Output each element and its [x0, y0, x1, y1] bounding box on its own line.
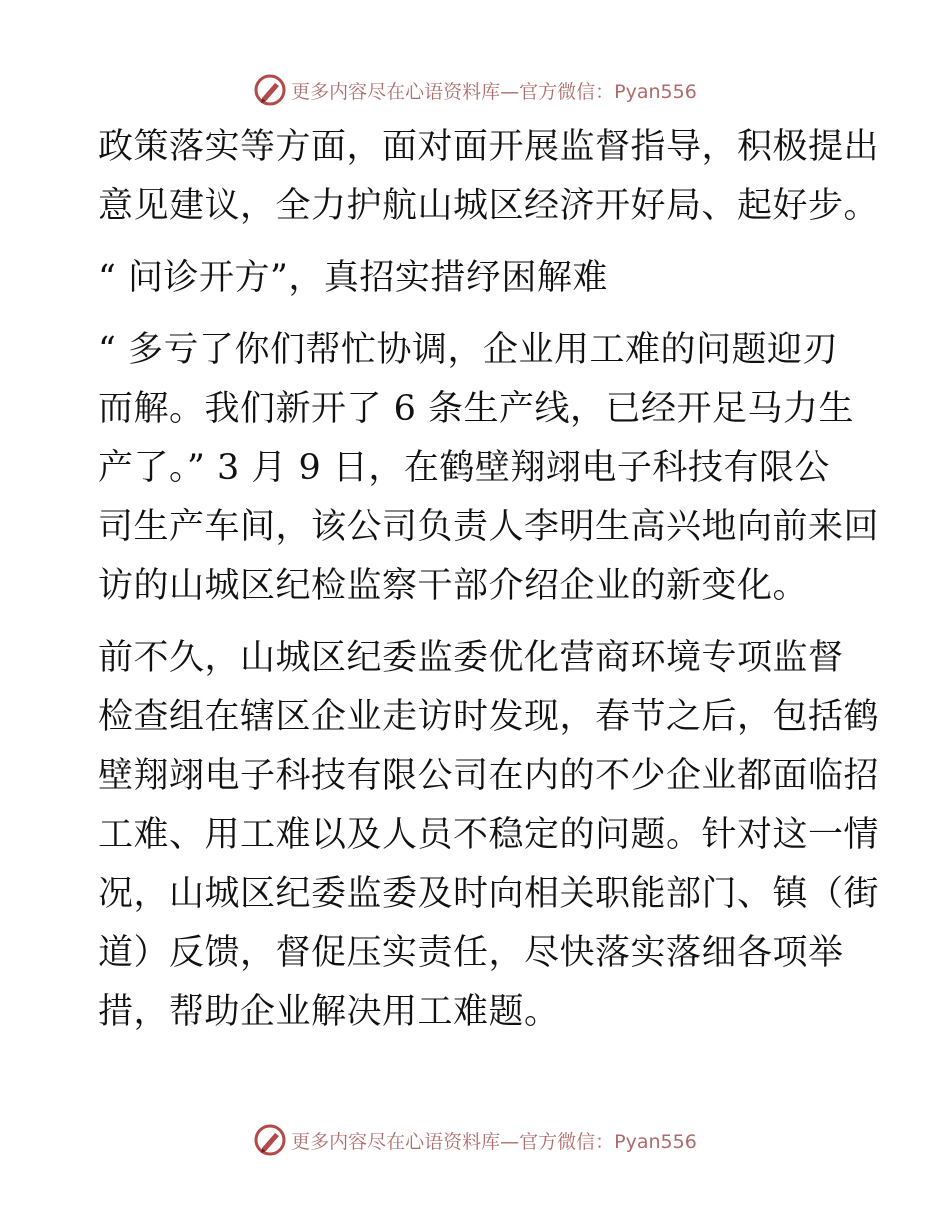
text-line: 访的山城区纪检监察干部介绍企业的新变化。: [98, 566, 809, 606]
text-line: 政策落实等方面，面对面开展监督指导，积极提出: [98, 127, 880, 167]
paragraph-2: [98, 321, 880, 616]
document-body: [98, 118, 880, 1042]
text-line: 况，山城区纪委监委及时向相关职能部门、镇（街: [98, 874, 880, 914]
header-banner: [0, 70, 950, 110]
text-line: 产了。” 3 月 9 日，在鹤壁翔翊电子科技有限公: [98, 448, 830, 488]
text-line: 司生产车间，该公司负责人李明生高兴地向前来回: [98, 507, 880, 547]
text-line: 意见建议，全力护航山城区经济开好局、起好步。: [98, 186, 880, 226]
text-line: 前不久，山城区纪委监委优化营商环境专项监督: [98, 638, 844, 678]
text-line: 措，帮助企业解决用工难题。: [98, 992, 560, 1032]
text-line: “ 问诊开方”，真招实措纾困解难: [98, 258, 608, 298]
paragraph-3: [98, 629, 880, 1042]
text-line: 壁翔翊电子科技有限公司在内的不少企业都面临招: [98, 756, 880, 796]
text-line: 检查组在辖区企业走访时发现，春节之后，包括鹤: [98, 697, 880, 737]
text-line: 工难、用工难以及人员不稳定的问题。针对这一情: [98, 815, 880, 855]
text-line: 道）反馈，督促压实责任，尽快落实落细各项举: [98, 933, 844, 973]
footer-banner-text: 更多内容尽在心语资料库—官方微信：Pyan556: [291, 1130, 697, 1153]
text-line: “ 多亏了你们帮忙协调，企业用工难的问题迎刃: [98, 330, 839, 370]
section-heading: [98, 249, 858, 308]
paragraph-1: [98, 118, 880, 236]
pen-circle-logo-icon: [253, 1123, 287, 1157]
footer-banner: [0, 1120, 950, 1160]
header-banner-text: 更多内容尽在心语资料库—官方微信：Pyan556: [291, 80, 697, 103]
text-line: 而解。我们新开了 6 条生产线，已经开足马力生: [98, 389, 855, 429]
pen-circle-logo-icon: [253, 73, 287, 107]
